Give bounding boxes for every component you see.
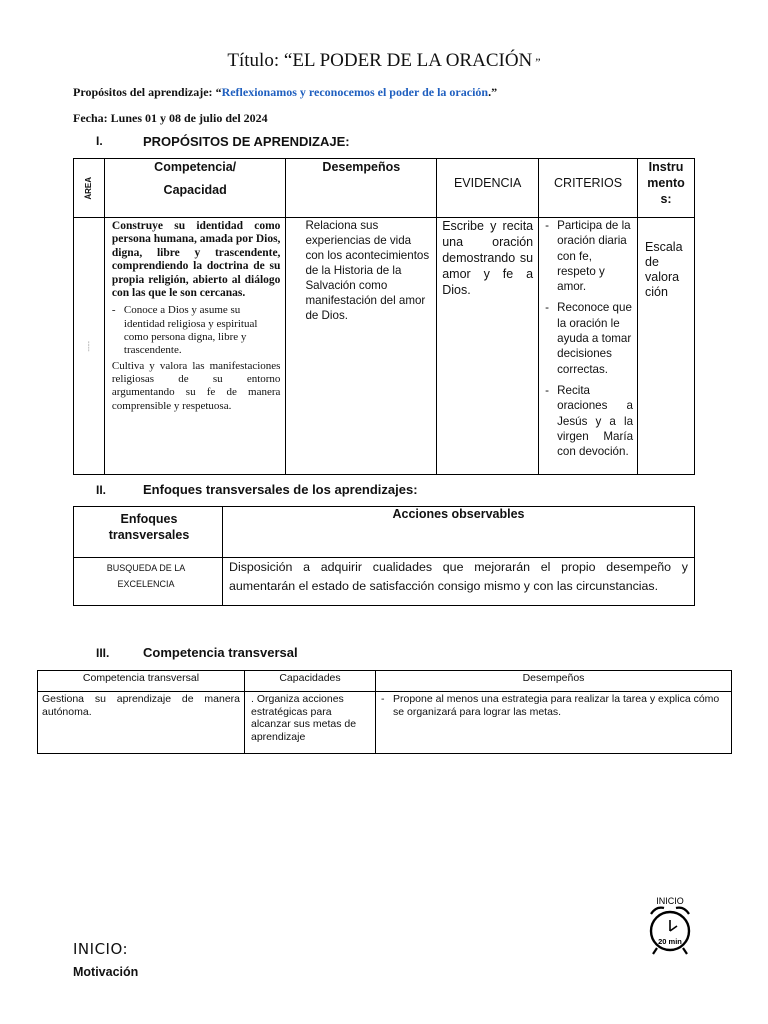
title-prefix: Título: — [227, 50, 284, 71]
criterio-2-text: Reconoce que la oración le ayuda a tomar decisiones correctas. — [557, 301, 632, 376]
transversal-desempeno-cell: - Propone al menos una estrategia para realizar la tarea y explica cómo se organizará para lograr las metas. — [376, 692, 732, 754]
instrumento-cell — [638, 218, 695, 475]
title-main: EL PODER DE LA ORACIÓN — [292, 50, 533, 71]
enfoques-header-col2 — [223, 507, 695, 558]
criterio-1-text: Participa de la oración diaria con fe, respeto y amor. — [557, 219, 631, 294]
desempenos-header-label: Desempeños — [322, 160, 401, 174]
competencia-transversal-table — [37, 670, 732, 754]
header-area — [74, 159, 105, 218]
section1-heading: PROPÓSITOS DE APRENDIZAJE: — [143, 134, 350, 149]
transversal-body-row — [38, 692, 732, 754]
clock-top-label: INICIO — [656, 896, 684, 906]
desempeno-cell — [286, 218, 437, 475]
alarm-clock-icon — [643, 893, 697, 959]
criterio-item-1: - Participa de la oración diaria con fe, respeto y amor. — [545, 218, 633, 294]
purpose-label: Propósitos del aprendizaje: — [73, 85, 216, 99]
accion-cell — [223, 558, 695, 606]
transversal-capacidad-text: . Organiza acciones estratégicas para alcanzar sus metas de aprendizaje — [251, 693, 357, 743]
header-competencia — [104, 159, 286, 218]
evidencia-header-label: EVIDENCIA — [453, 176, 522, 190]
purpose-close: .” — [488, 85, 498, 99]
criterio-3-text: Recita oraciones a Jesús y a la virgen María con devoción. — [557, 383, 634, 459]
motivacion-heading: Motivación — [73, 965, 139, 979]
competencia-cell — [104, 218, 286, 475]
title-open-quote: “ — [283, 50, 293, 71]
competencia-header-line1: Competencia/ — [154, 160, 237, 174]
date-line: Fecha: Lunes 01 y 08 de julio del 2024 — [73, 111, 268, 125]
purpose-open-quote: “ — [215, 85, 222, 99]
area-cell — [74, 218, 105, 475]
enfoque-text: BUSQUEDA DE LA EXCELENCIA — [106, 563, 186, 589]
transversal-capacidad-cell — [245, 692, 376, 754]
capacidad2-text: Cultiva y valora las manifestaciones religiosas de su entorno argumentando su fe de manera comprensible y respetuosa. — [111, 359, 281, 412]
capacidad1-item: - Conoce a Dios y asume su identidad religiosa y espiritual como persona digna, libre y trascendente. — [112, 304, 281, 357]
area-header-label: ÁREA — [84, 176, 94, 200]
criterio-item-2: - Reconoce que la oración le ayuda a tomar decisiones correctas. — [545, 301, 632, 376]
transversal-header-row — [38, 671, 732, 692]
transversal-header-col3 — [376, 671, 732, 692]
table-header-row — [74, 159, 695, 218]
evidencia-text: Escribe y recita una oración demostrando su amor y fe a Dios. — [442, 219, 534, 297]
criterio-item-3: - Recita oraciones a Jesús y a la virgen María con devoción. — [545, 383, 634, 459]
transversal-header-col2 — [245, 671, 376, 692]
clock-bottom-label: 20 min — [658, 937, 682, 946]
competencia-header-line2: Capacidad — [163, 183, 227, 197]
transversal-competencia-cell — [38, 692, 245, 754]
header-criterios — [539, 159, 638, 218]
learning-purposes-table — [73, 158, 695, 475]
section2-number: II. — [96, 483, 107, 497]
evidencia-cell — [437, 218, 539, 475]
accion-text: Disposición a adquirir cualidades que mejorarán el propio desempeño y aumentarán el estado de satisfacción consigo mismo y con las circunstancias. — [229, 560, 688, 593]
inicio-heading: INICIO: — [73, 940, 129, 958]
table-body-row — [74, 218, 695, 475]
enfoque-cell — [74, 558, 223, 606]
competencia-text: Construye su identidad como persona humana, amada por Dios, digna, libre y trascendente, comprendiendo la doctrina de su propia religión, abierto al diálogo con las que le son cercanas. — [111, 220, 281, 300]
header-instrumentos — [638, 159, 695, 218]
transversal-col1-label: Competencia transversal — [82, 672, 200, 684]
section2-heading: Enfoques transversales de los aprendizajes: — [143, 482, 418, 497]
header-evidencia — [437, 159, 539, 218]
transversal-col2-label: Capacidades — [279, 672, 341, 684]
transversal-header-col1 — [38, 671, 245, 692]
enfoques-table — [73, 506, 695, 606]
section1-number: I. — [96, 134, 103, 148]
enfoques-header-row — [74, 507, 695, 558]
transversal-col3-label: Desempeños — [522, 672, 585, 684]
section3-number: III. — [96, 646, 110, 660]
page-title — [0, 50, 768, 72]
enfoques-body-row — [74, 558, 695, 606]
purpose-value: Reflexionamos y reconocemos el poder de la oración — [221, 85, 489, 99]
capacidad1-text: Conoce a Dios y asume su identidad religiosa y espiritual como persona digna, libre y trascendente. — [123, 304, 258, 357]
desempeno-text: Relaciona sus experiencias de vida con los acontecimientos de la Historia de la Salvación como manifestación del amor de Dios. — [305, 219, 430, 322]
enfoques-col2-label: Acciones observables — [392, 507, 525, 521]
criterios-header-label: CRITERIOS — [554, 176, 623, 190]
instrumentos-header-label: Instru mento s: — [647, 160, 685, 206]
area-side-mark: ---- — [84, 340, 94, 352]
criterios-cell — [539, 218, 638, 475]
transversal-competencia-text: Gestiona su aprendizaje de manera autónoma. — [42, 693, 240, 718]
instrumento-text: Escala de valora ción — [645, 240, 683, 299]
section3-heading: Competencia transversal — [143, 645, 298, 660]
transversal-desempeno-text: Propone al menos una estrategia para realizar la tarea y explica cómo se organizará para lograr las metas. — [393, 693, 720, 718]
header-desempenos — [286, 159, 437, 218]
enfoques-header-col1 — [74, 507, 223, 558]
learning-purpose — [73, 85, 497, 100]
title-close-quote: ” — [532, 55, 541, 69]
enfoques-col1-label: Enfoques transversales — [108, 512, 190, 542]
